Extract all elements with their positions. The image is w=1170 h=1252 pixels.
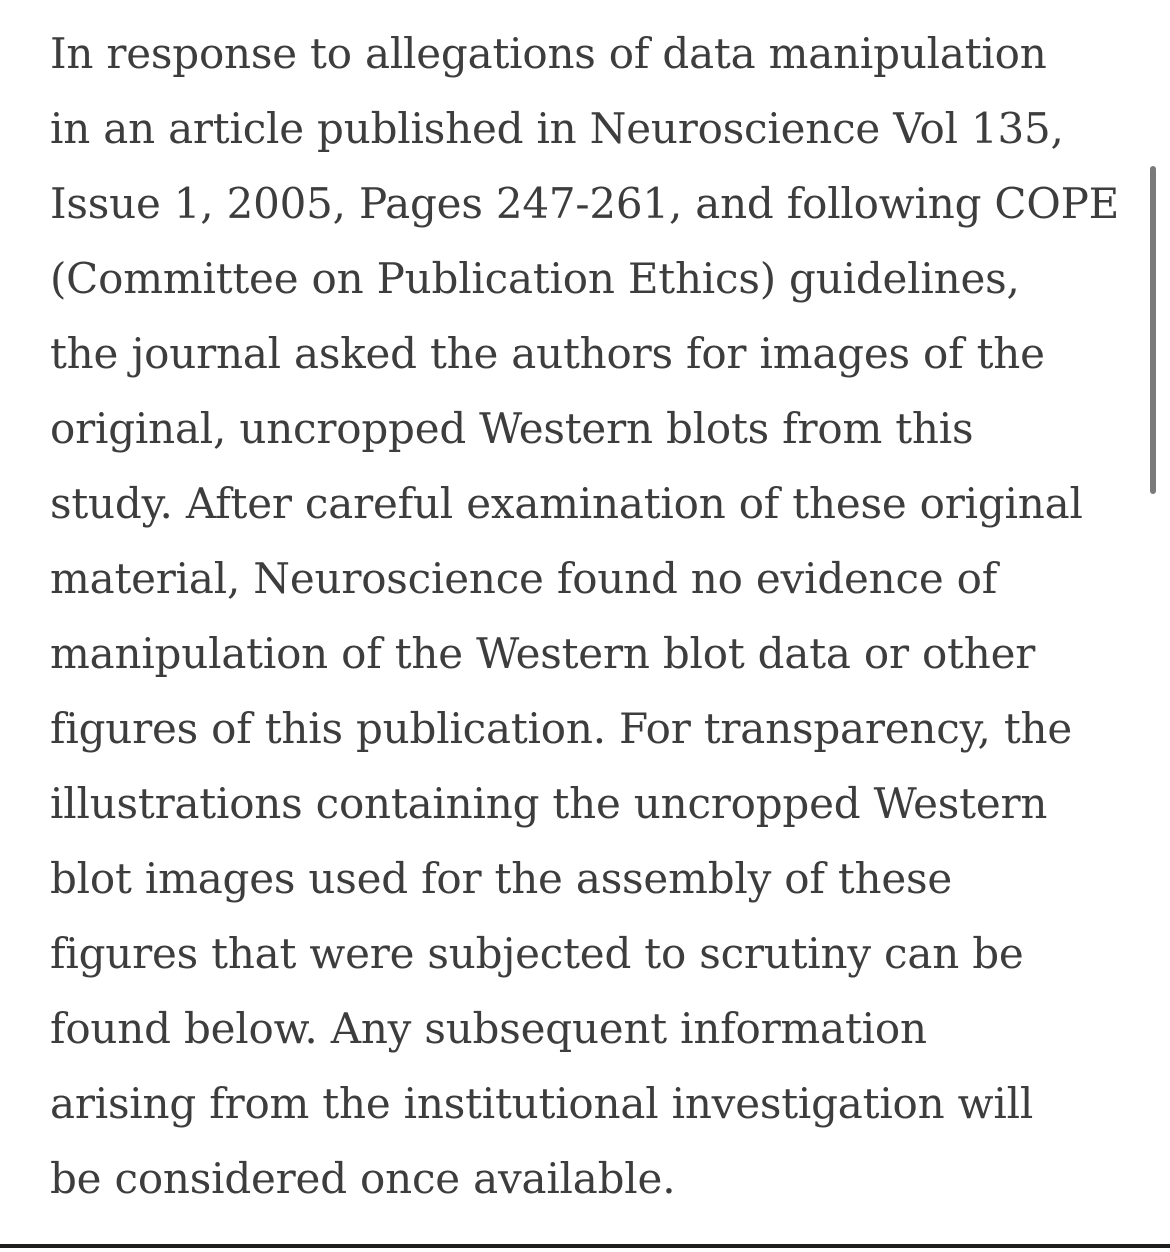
- bottom-divider: [0, 1244, 1170, 1248]
- article-line: manipulation of the Western blot data or other: [50, 629, 1036, 678]
- article-line: in an article published in Neuroscience Vol 135,: [50, 104, 1064, 153]
- article-line: study. After careful examination of these original: [50, 479, 1083, 528]
- article-line: blot images used for the assembly of these: [50, 854, 953, 903]
- article-line: original, uncropped Western blots from this: [50, 404, 974, 453]
- article-line: be considered once available.: [50, 1154, 676, 1203]
- article-line: figures of this publication. For transparency, the: [50, 704, 1073, 753]
- article-line: illustrations containing the uncropped Western: [50, 779, 1048, 828]
- article-line: Issue 1, 2005, Pages 247-261, and following COPE: [50, 179, 1120, 228]
- article-body: [50, 16, 1119, 1216]
- article-line: figures that were subjected to scrutiny can be: [50, 929, 1024, 978]
- article-line: arising from the institutional investigation will: [50, 1079, 1034, 1128]
- article-line: material, Neuroscience found no evidence of: [50, 554, 998, 603]
- article-line: the journal asked the authors for images of the: [50, 329, 1045, 378]
- article-line: (Committee on Publication Ethics) guidelines,: [50, 254, 1020, 303]
- vertical-scrollbar-thumb[interactable]: [1150, 166, 1156, 494]
- article-line: In response to allegations of data manipulation: [50, 29, 1047, 78]
- article-line: found below. Any subsequent information: [50, 1004, 927, 1053]
